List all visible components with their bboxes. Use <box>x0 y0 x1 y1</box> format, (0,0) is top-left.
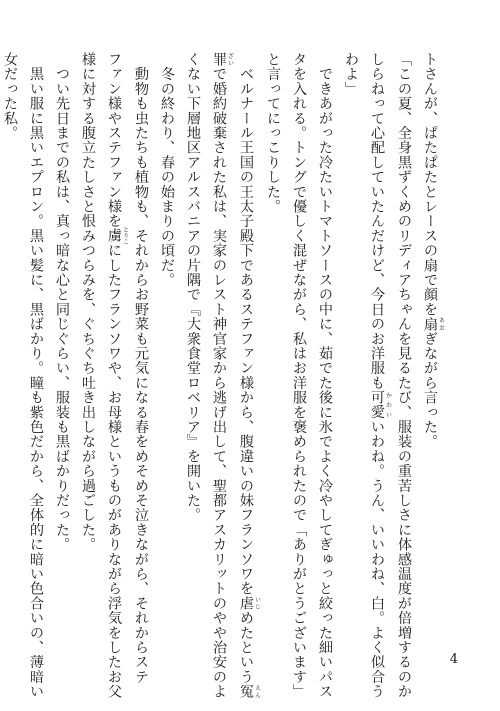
text-line <box>312 52 338 699</box>
furigana-word <box>369 390 392 420</box>
text-segment: と言ってにっこりした。 <box>265 52 281 214</box>
furigana-base: 罪 <box>211 52 227 67</box>
furigana-word <box>238 595 261 611</box>
text-segment: できあがった冷たいトマトソースの中に、茹でた後に氷でよく冷やしてぎゅっと絞った細いパス <box>317 52 333 699</box>
text-segment: 動物も虫たちも植物も、それからお野菜も元気になる春をめそめそ泣きながら、それからステ <box>133 52 149 685</box>
text-line <box>101 52 129 699</box>
text-line <box>75 52 101 632</box>
furigana-reading: かわい <box>384 390 392 420</box>
text-segment: くない下層地区アルスバニアの片隅で『大衆食堂ロベリア』を開いた。 <box>185 52 201 523</box>
text-segment: タを入れる。トングで優しく混ぜながら、私はお洋服を褒められたので「ありがとうございます」 <box>291 52 307 699</box>
text-line <box>417 52 444 632</box>
text-segment: 女だった私。 <box>2 52 18 141</box>
text-line <box>154 52 180 632</box>
furigana-reading: とりこ <box>121 226 129 245</box>
text-segment: 黒い服に黒いエプロン。黒い髪に、黒ばかり。瞳も紫色だから、全体的に暗い色合いの、薄暗い <box>28 52 44 699</box>
furigana-base: 虜 <box>106 226 122 245</box>
text-line <box>49 52 75 632</box>
text-segment: ぎながら言った。 <box>422 331 438 449</box>
furigana-base: 虐 <box>238 595 254 611</box>
text-line <box>206 52 234 699</box>
text-line <box>338 52 364 632</box>
furigana-base: 可愛 <box>369 390 385 420</box>
body-text <box>0 52 445 699</box>
text-segment: ファン様やステファン様を <box>106 52 122 229</box>
furigana-word <box>238 684 261 699</box>
furigana-word <box>211 52 234 67</box>
text-line <box>23 52 49 699</box>
text-segment: 様に対する腹立たしさと恨みつらみを、ぐちぐち吐き出しながら過ごした。 <box>80 52 96 552</box>
furigana-reading: ざい <box>226 52 234 67</box>
text-segment: 「この夏、全身黒ずくめのリディアちゃんを見るたび、服装の重苦しさに体感温度が倍増するのか <box>396 52 412 699</box>
furigana-reading: えん <box>253 684 261 699</box>
text-segment: 冬の終わり、春の始まりの頃だ。 <box>159 52 175 288</box>
text-line <box>391 52 417 699</box>
furigana-reading: あお <box>437 316 445 332</box>
text-segment: つい先日までの私は、真っ暗な心と同じぐらい、服装も黒ばかりだった。 <box>54 52 70 552</box>
furigana-base: 冤 <box>238 684 254 699</box>
text-line <box>260 52 286 632</box>
text-line <box>0 52 23 632</box>
text-line <box>180 52 206 632</box>
text-line <box>286 52 312 699</box>
text-segment: で婚約破棄された私は、実家のレスト神官家から逃げ出して、聖都アスカリットのやや治安のよ <box>211 66 227 699</box>
furigana-word <box>106 226 129 245</box>
text-segment: しらねって心配していたんだけど、今日のお洋服も <box>369 52 385 391</box>
text-segment: わよ」 <box>343 52 359 97</box>
text-line <box>364 52 392 699</box>
text-segment: トさんが、ぱたぱたとレースの扇で顔を <box>422 52 438 317</box>
text-segment: にしたフランソワや、お母様というものがありながら浮気をしたお父 <box>106 243 122 699</box>
furigana-reading: いじ <box>253 595 261 611</box>
furigana-base: 扇 <box>422 316 438 332</box>
text-line <box>233 52 261 699</box>
text-segment: ベルナール王国の王太子殿下であるステファン様から、腹違いの妹フランソワを <box>238 52 254 596</box>
page-number: 4 <box>449 652 458 667</box>
text-segment: いわね。うん、いいわね、白。よく似合う <box>369 419 385 699</box>
text-line <box>128 52 154 685</box>
text-segment: めたという <box>238 610 254 685</box>
furigana-word <box>422 316 445 332</box>
